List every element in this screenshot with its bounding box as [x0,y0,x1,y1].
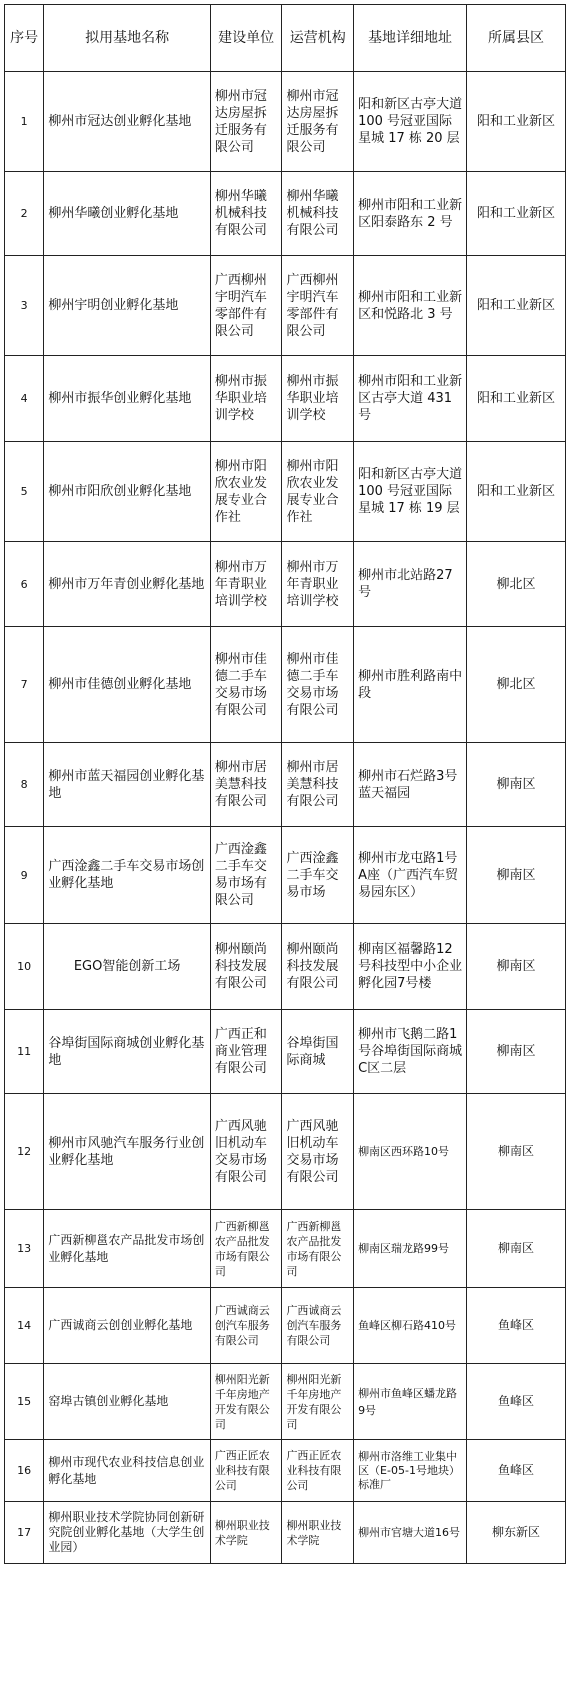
cell-operator: 柳州市万年青职业培训学校 [282,542,354,627]
incubation-base-table [4,4,566,1564]
cell-name: 柳州宇明创业孵化基地 [44,256,210,356]
table-row [5,356,566,442]
cell-builder: 柳州市居美慧科技有限公司 [210,743,282,827]
cell-name: 柳州市振华创业孵化基地 [44,356,210,442]
cell-address: 鱼峰区柳石路410号 [354,1288,467,1364]
cell-operator: 广西正匠农业科技有限公司 [282,1440,354,1502]
cell-no: 17 [5,1502,44,1564]
cell-builder: 广西诚商云创汽车服务有限公司 [210,1288,282,1364]
cell-name: 柳州市万年青创业孵化基地 [44,542,210,627]
cell-name: 广西淦鑫二手车交易市场创业孵化基地 [44,827,210,924]
table-row [5,743,566,827]
table-row [5,1502,566,1564]
cell-builder: 柳州市万年青职业培训学校 [210,542,282,627]
cell-address: 柳州市阳和工业新区和悦路北 3 号 [354,256,467,356]
cell-operator: 广西风驰旧机动车交易市场有限公司 [282,1094,354,1210]
cell-builder: 柳州市振华职业培训学校 [210,356,282,442]
table-row [5,172,566,256]
cell-address: 柳州市官塘大道16号 [354,1502,467,1564]
table-row [5,627,566,743]
table-row [5,542,566,627]
cell-district: 阳和工业新区 [467,256,566,356]
header-operator: 运营机构 [282,5,354,72]
cell-district: 鱼峰区 [467,1288,566,1364]
cell-no: 6 [5,542,44,627]
cell-no: 11 [5,1010,44,1094]
cell-operator: 柳州市冠达房屋拆迁服务有限公司 [282,72,354,172]
cell-name: 广西诚商云创创业孵化基地 [44,1288,210,1364]
cell-operator: 柳州职业技术学院 [282,1502,354,1564]
cell-builder: 柳州颐尚科技发展有限公司 [210,924,282,1010]
table-row [5,1440,566,1502]
cell-name: 柳州市阳欣创业孵化基地 [44,442,210,542]
cell-no: 14 [5,1288,44,1364]
cell-address: 阳和新区古亭大道 100 号冠亚国际星城 17 栋 20 层 [354,72,467,172]
cell-name: 柳州市风驰汽车服务行业创业孵化基地 [44,1094,210,1210]
cell-no: 15 [5,1364,44,1440]
table-row [5,1094,566,1210]
cell-name: 柳州华曦创业孵化基地 [44,172,210,256]
cell-no: 1 [5,72,44,172]
cell-address: 柳州市飞鹅二路1号谷埠街国际商城C区二层 [354,1010,467,1094]
cell-builder: 广西柳州宇明汽车零部件有限公司 [210,256,282,356]
cell-name: 广西新柳邕农产品批发市场创业孵化基地 [44,1210,210,1288]
cell-address: 柳州市阳和工业新区阳泰路东 2 号 [354,172,467,256]
cell-operator: 柳州市佳德二手车交易市场有限公司 [282,627,354,743]
cell-address: 柳南区福馨路12号科技型中小企业孵化园7号楼 [354,924,467,1010]
cell-no: 2 [5,172,44,256]
cell-name: 柳州市佳德创业孵化基地 [44,627,210,743]
cell-district: 鱼峰区 [467,1440,566,1502]
table-row [5,1288,566,1364]
table-row [5,72,566,172]
cell-address: 柳州市北站路27号 [354,542,467,627]
cell-operator: 广西淦鑫二手车交易市场 [282,827,354,924]
cell-operator: 柳州市居美慧科技有限公司 [282,743,354,827]
cell-district: 柳东新区 [467,1502,566,1564]
cell-operator: 广西柳州宇明汽车零部件有限公司 [282,256,354,356]
cell-builder: 广西正匠农业科技有限公司 [210,1440,282,1502]
cell-name: 窑埠古镇创业孵化基地 [44,1364,210,1440]
cell-no: 4 [5,356,44,442]
cell-builder: 广西正和商业管理有限公司 [210,1010,282,1094]
table-row [5,827,566,924]
cell-address: 柳州市阳和工业新区古亭大道 431 号 [354,356,467,442]
cell-no: 8 [5,743,44,827]
cell-name: 柳州市蓝天福园创业孵化基地 [44,743,210,827]
cell-address: 柳州市石烂路3号蓝天福园 [354,743,467,827]
cell-district: 柳北区 [467,627,566,743]
cell-no: 5 [5,442,44,542]
cell-operator: 柳州阳光新千年房地产开发有限公司 [282,1364,354,1440]
cell-name: 谷埠街国际商城创业孵化基地 [44,1010,210,1094]
cell-name: 柳州市冠达创业孵化基地 [44,72,210,172]
table-row [5,442,566,542]
cell-district: 鱼峰区 [467,1364,566,1440]
cell-name: 柳州职业技术学院协同创新研究院创业孵化基地（大学生创业园） [44,1502,210,1564]
cell-operator: 柳州颐尚科技发展有限公司 [282,924,354,1010]
cell-operator: 柳州华曦机械科技有限公司 [282,172,354,256]
cell-builder: 柳州市佳德二手车交易市场有限公司 [210,627,282,743]
table-body [5,72,566,1564]
cell-district: 阳和工业新区 [467,172,566,256]
cell-district: 柳北区 [467,542,566,627]
table-row [5,1210,566,1288]
cell-district: 柳南区 [467,924,566,1010]
cell-operator: 谷埠街国际商城 [282,1010,354,1094]
cell-builder: 柳州市阳欣农业发展专业合作社 [210,442,282,542]
cell-builder: 柳州华曦机械科技有限公司 [210,172,282,256]
header-row [5,5,566,72]
table-header [5,5,566,72]
table-row [5,256,566,356]
cell-operator: 广西诚商云创汽车服务有限公司 [282,1288,354,1364]
header-address: 基地详细地址 [354,5,467,72]
cell-address: 柳州市龙屯路1号A座（广西汽车贸易园东区） [354,827,467,924]
cell-no: 7 [5,627,44,743]
cell-address: 柳南区瑞龙路99号 [354,1210,467,1288]
table-row [5,1010,566,1094]
header-builder: 建设单位 [210,5,282,72]
cell-address: 柳州市鱼峰区蟠龙路9号 [354,1364,467,1440]
cell-no: 13 [5,1210,44,1288]
header-district: 所属县区 [467,5,566,72]
cell-district: 柳南区 [467,1010,566,1094]
page [4,4,566,1564]
cell-district: 阳和工业新区 [467,356,566,442]
table-row [5,1364,566,1440]
cell-address: 柳州市洛维工业集中区（E-05-1号地块）标准厂 [354,1440,467,1502]
cell-no: 3 [5,256,44,356]
cell-no: 9 [5,827,44,924]
cell-district: 柳南区 [467,1210,566,1288]
cell-operator: 广西新柳邕农产品批发市场有限公司 [282,1210,354,1288]
cell-builder: 柳州职业技术学院 [210,1502,282,1564]
header-no: 序号 [5,5,44,72]
cell-builder: 广西新柳邕农产品批发市场有限公司 [210,1210,282,1288]
cell-no: 12 [5,1094,44,1210]
cell-builder: 广西风驰旧机动车交易市场有限公司 [210,1094,282,1210]
cell-operator: 柳州市振华职业培训学校 [282,356,354,442]
cell-name: 柳州市现代农业科技信息创业孵化基地 [44,1440,210,1502]
cell-name: EGO智能创新工场 [44,924,210,1010]
cell-district: 柳南区 [467,743,566,827]
cell-district: 阳和工业新区 [467,442,566,542]
header-name: 拟用基地名称 [44,5,210,72]
cell-address: 柳南区西环路10号 [354,1094,467,1210]
cell-no: 16 [5,1440,44,1502]
cell-no: 10 [5,924,44,1010]
table-row [5,924,566,1010]
cell-district: 柳南区 [467,827,566,924]
cell-operator: 柳州市阳欣农业发展专业合作社 [282,442,354,542]
cell-builder: 柳州阳光新千年房地产开发有限公司 [210,1364,282,1440]
cell-address: 柳州市胜利路南中段 [354,627,467,743]
cell-district: 柳南区 [467,1094,566,1210]
cell-address: 阳和新区古亭大道 100 号冠亚国际星城 17 栋 19 层 [354,442,467,542]
cell-district: 阳和工业新区 [467,72,566,172]
cell-builder: 柳州市冠达房屋拆迁服务有限公司 [210,72,282,172]
cell-builder: 广西淦鑫二手车交易市场有限公司 [210,827,282,924]
